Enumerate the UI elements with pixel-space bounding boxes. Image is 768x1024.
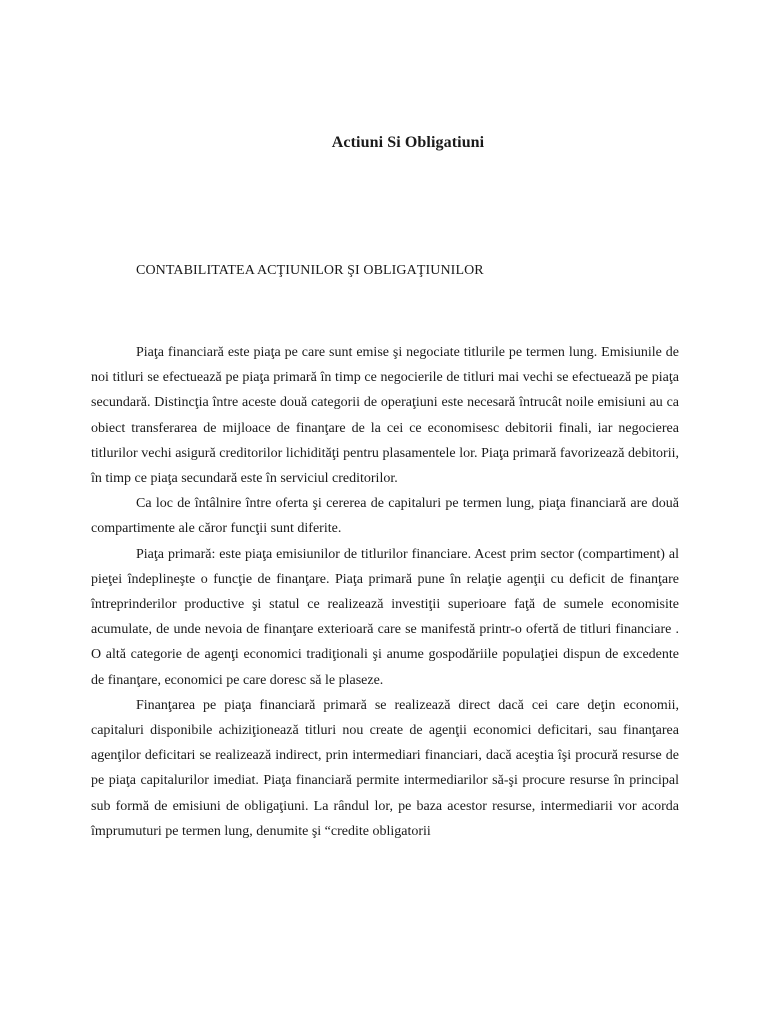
document-body [91,340,679,844]
paragraph-piata-financiara: Piaţa financiară este piaţa pe care sunt emise şi negociate titlurile pe termen lung. Emisiunile de noi titluri se efectuează pe piaţa primară în timp ce negocierile de titluri mai vechi se efectuează pe piaţa secundară. Distincţia între aceste două categorii de operaţiuni este necesară întrucât noile emisiuni au ca obiect transferarea de mijloace de finanţare de la cei ce economisesc debitorii finali, iar negocierea titlurilor vechi asigură creditorilor lichidităţi pentru plasamentele lor. Piaţa primară favorizează debitorii, în timp ce piaţa secundară este în serviciul creditorilor. [91,345,679,487]
paragraph-finantarea: Finanţarea pe piaţa financiară primară se realizează direct dacă cei care deţin economii, capitaluri disponibile achiziţionează titluri nou create de agenţii economici deficitari, sau finanţarea agenţilor deficitari se realizează indirect, prin intermediari financiari, dacă aceştia îşi procură resurse de pe piaţa capitalurilor imediat. Piaţa financiară permite intermediarilor să-şi procure resurse în principal sub formă de emisiuni de obligaţiuni. La rândul lor, pe baza acestor resurse, intermediarii vor acorda împrumuturi pe termen lung, denumite şi “credite obligatorii [91,697,679,839]
document-title: Actiuni Si Obligatiuni [331,134,485,151]
paragraph-piata-primara: Piaţa primară: este piaţa emisiunilor de titlurilor financiare. Acest prim sector (compartiment) al pieţei îndeplineşte o funcţie de finanţare. Piaţa primară pune în relaţie agenţii cu deficit de finanţare întreprinderilor productive şi statul ce realizează investiţii superioare faţă de sumele economisite acumulate, de unde nevoia de finanţare exterioară care se manifestă printr-o ofertă de titluri financiare . O altă categorie de agenţi economici tradiţionali şi anume gospodăriile populaţiei dispun de excedente de finanţare, economici pe care doresc să le plaseze. [91,546,679,688]
paragraph-loc-de-intalnire: Ca loc de întâlnire între oferta şi cererea de capitaluri pe termen lung, piaţa financiară are două compartimente ale căror funcţii sunt diferite. [91,496,679,537]
section-heading: CONTABILITATEA ACŢIUNILOR ŞI OBLIGAŢIUNILOR [136,263,484,278]
